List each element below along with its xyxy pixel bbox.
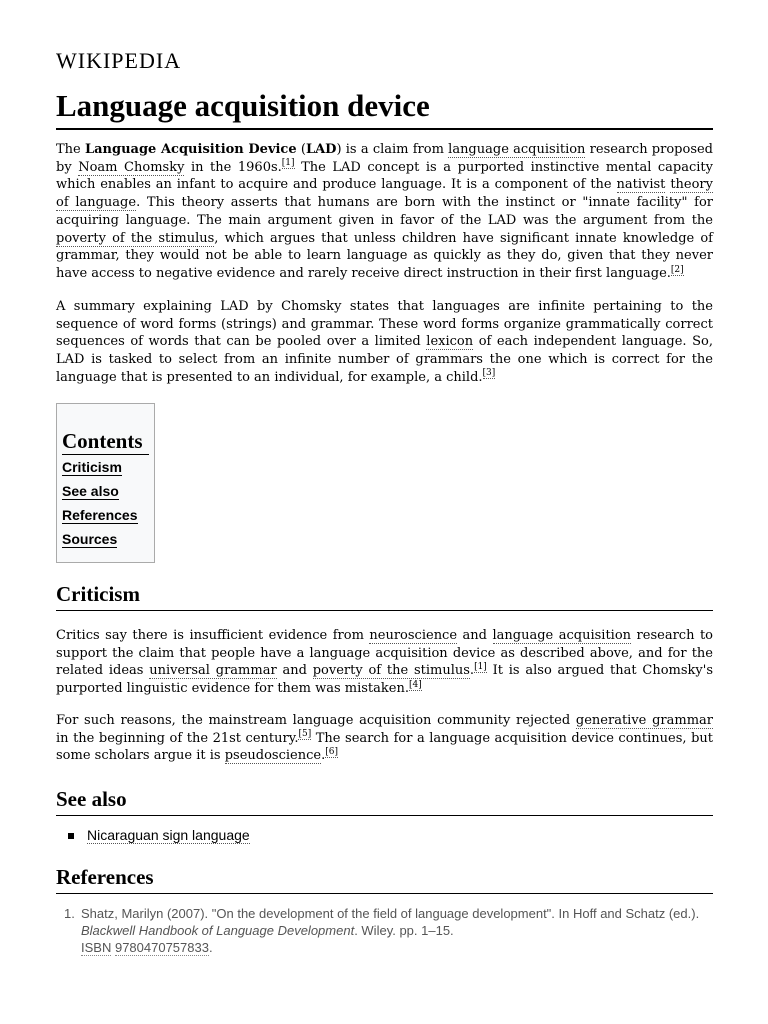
link-pseudoscience[interactable]: pseudoscience — [224, 748, 322, 764]
text: ) is a claim from — [336, 142, 449, 157]
link-generative-grammar[interactable]: generative grammar — [575, 713, 713, 728]
citation-link[interactable]: [1] — [281, 158, 295, 169]
text: The — [56, 142, 85, 157]
bold-term: Language Acquisition Device — [84, 142, 297, 157]
heading-see-also: See also — [56, 785, 713, 816]
toc-item-see-also[interactable] — [62, 479, 149, 503]
text: in the beginning of the 21st century. — [56, 730, 299, 746]
link-isbn[interactable]: ISBN — [81, 940, 112, 955]
book-title: Blackwell Handbook of Language Development — [81, 923, 355, 938]
intro-paragraph-1 — [56, 141, 713, 283]
link-universal-grammar[interactable]: universal grammar — [149, 663, 277, 679]
text: and — [276, 663, 313, 679]
toc-item-label: References — [62, 507, 138, 523]
reference-text — [81, 905, 711, 956]
text: It is also argued that Chomsky's purported linguistic evidence for them was mistaken. — [56, 663, 713, 697]
citation-link[interactable]: [3] — [482, 368, 496, 379]
text: of each independent language. So, LAD is tasked to select from an infinite number of grammars the one which is correct for the language that is presented to an individual, for example, a child. — [56, 334, 713, 385]
link-theory-of-language[interactable]: theory of language — [56, 177, 713, 211]
link-isbn-number[interactable]: 9780470757833 — [114, 940, 209, 955]
text: research to support the claim that people have a language acquisition device as described above, and for the related ideas — [56, 628, 713, 679]
text: Critics say there is insufficient evidence from — [56, 628, 370, 643]
reference-number: 1. — [64, 906, 75, 921]
citation-link[interactable]: [1] — [474, 662, 487, 673]
text: ( — [296, 142, 306, 157]
link-lexicon[interactable]: lexicon — [426, 334, 474, 350]
text: For such reasons, the mainstream language acquisition community rejected — [56, 713, 576, 728]
text: A summary explaining LAD by Chomsky states that languages are infinite pertaining to the sequence of word forms (strings) and grammar. These word forms organize grammatically correct sequences of words that can be pooled over a limited — [56, 299, 713, 350]
wikipedia-wordmark[interactable]: WIKIPEDIA — [56, 48, 182, 73]
toc-item-criticism[interactable] — [62, 455, 149, 479]
text: . — [321, 748, 326, 764]
criticism-paragraph-2 — [56, 712, 713, 765]
link-neuroscience[interactable]: neuroscience — [369, 628, 458, 643]
text: The search for a language acquisition device continues, but some scholars argue it is — [56, 730, 714, 764]
intro-paragraph-2 — [56, 298, 713, 387]
page-title: Language acquisition device — [56, 86, 713, 130]
link-nativist[interactable]: nativist — [616, 177, 666, 193]
bold-term: LAD — [305, 142, 337, 157]
citation-link[interactable]: [4] — [408, 679, 422, 690]
bullet-icon — [68, 833, 74, 839]
text: . Wiley. pp. 1–15. — [354, 923, 454, 938]
link-poverty-of-the-stimulus[interactable]: poverty of the stimulus — [312, 663, 470, 679]
text: , which argues that unless children have significant innate knowledge of grammar, they would not be able to learn language as quickly as they do, given that they never have access to negative evidence and rarely receive direct instruction in their first language. — [56, 230, 713, 281]
toc-item-sources[interactable] — [62, 527, 149, 551]
toc-item-references[interactable] — [62, 503, 149, 527]
link-language-acquisition[interactable]: language acquisition — [448, 142, 586, 157]
table-of-contents — [56, 403, 155, 563]
link-language-acquisition[interactable]: language acquisition — [492, 628, 632, 643]
citation-link[interactable]: [5] — [298, 729, 312, 740]
link-noam-chomsky[interactable]: Noam Chomsky — [78, 159, 185, 175]
toc-item-label: See also — [62, 483, 119, 499]
citation-link[interactable]: [2] — [670, 264, 684, 275]
heading-criticism: Criticism — [56, 580, 713, 611]
toc-item-label: Criticism — [62, 459, 122, 475]
toc-title: Contents — [62, 428, 149, 455]
text: in the 1960s. — [184, 159, 282, 175]
text: . This theory asserts that humans are born with the instinct or "innate facility" for acquiring language. The main argument given in favor of the LAD was the argument from the — [56, 195, 714, 228]
citation-link[interactable]: [6] — [325, 747, 338, 758]
list-item — [68, 826, 250, 844]
criticism-paragraph-1 — [56, 627, 713, 698]
text: and — [457, 628, 493, 643]
text: . — [208, 940, 213, 955]
link-nicaraguan-sign-language[interactable]: Nicaraguan sign language — [87, 827, 250, 843]
text: research proposed by — [56, 142, 714, 175]
text: . — [469, 663, 475, 679]
text: The LAD concept is a purported instinctive mental capacity which enables an infant to acquire and produce language. It is a component of the — [56, 159, 714, 193]
toc-item-label: Sources — [62, 531, 118, 547]
link-poverty-of-the-stimulus[interactable]: poverty of the stimulus — [56, 230, 215, 246]
text: Shatz, Marilyn (2007). "On the development of the field of language development". In Hoff and Schatz (ed.). — [81, 906, 700, 921]
heading-references: References — [56, 863, 713, 894]
